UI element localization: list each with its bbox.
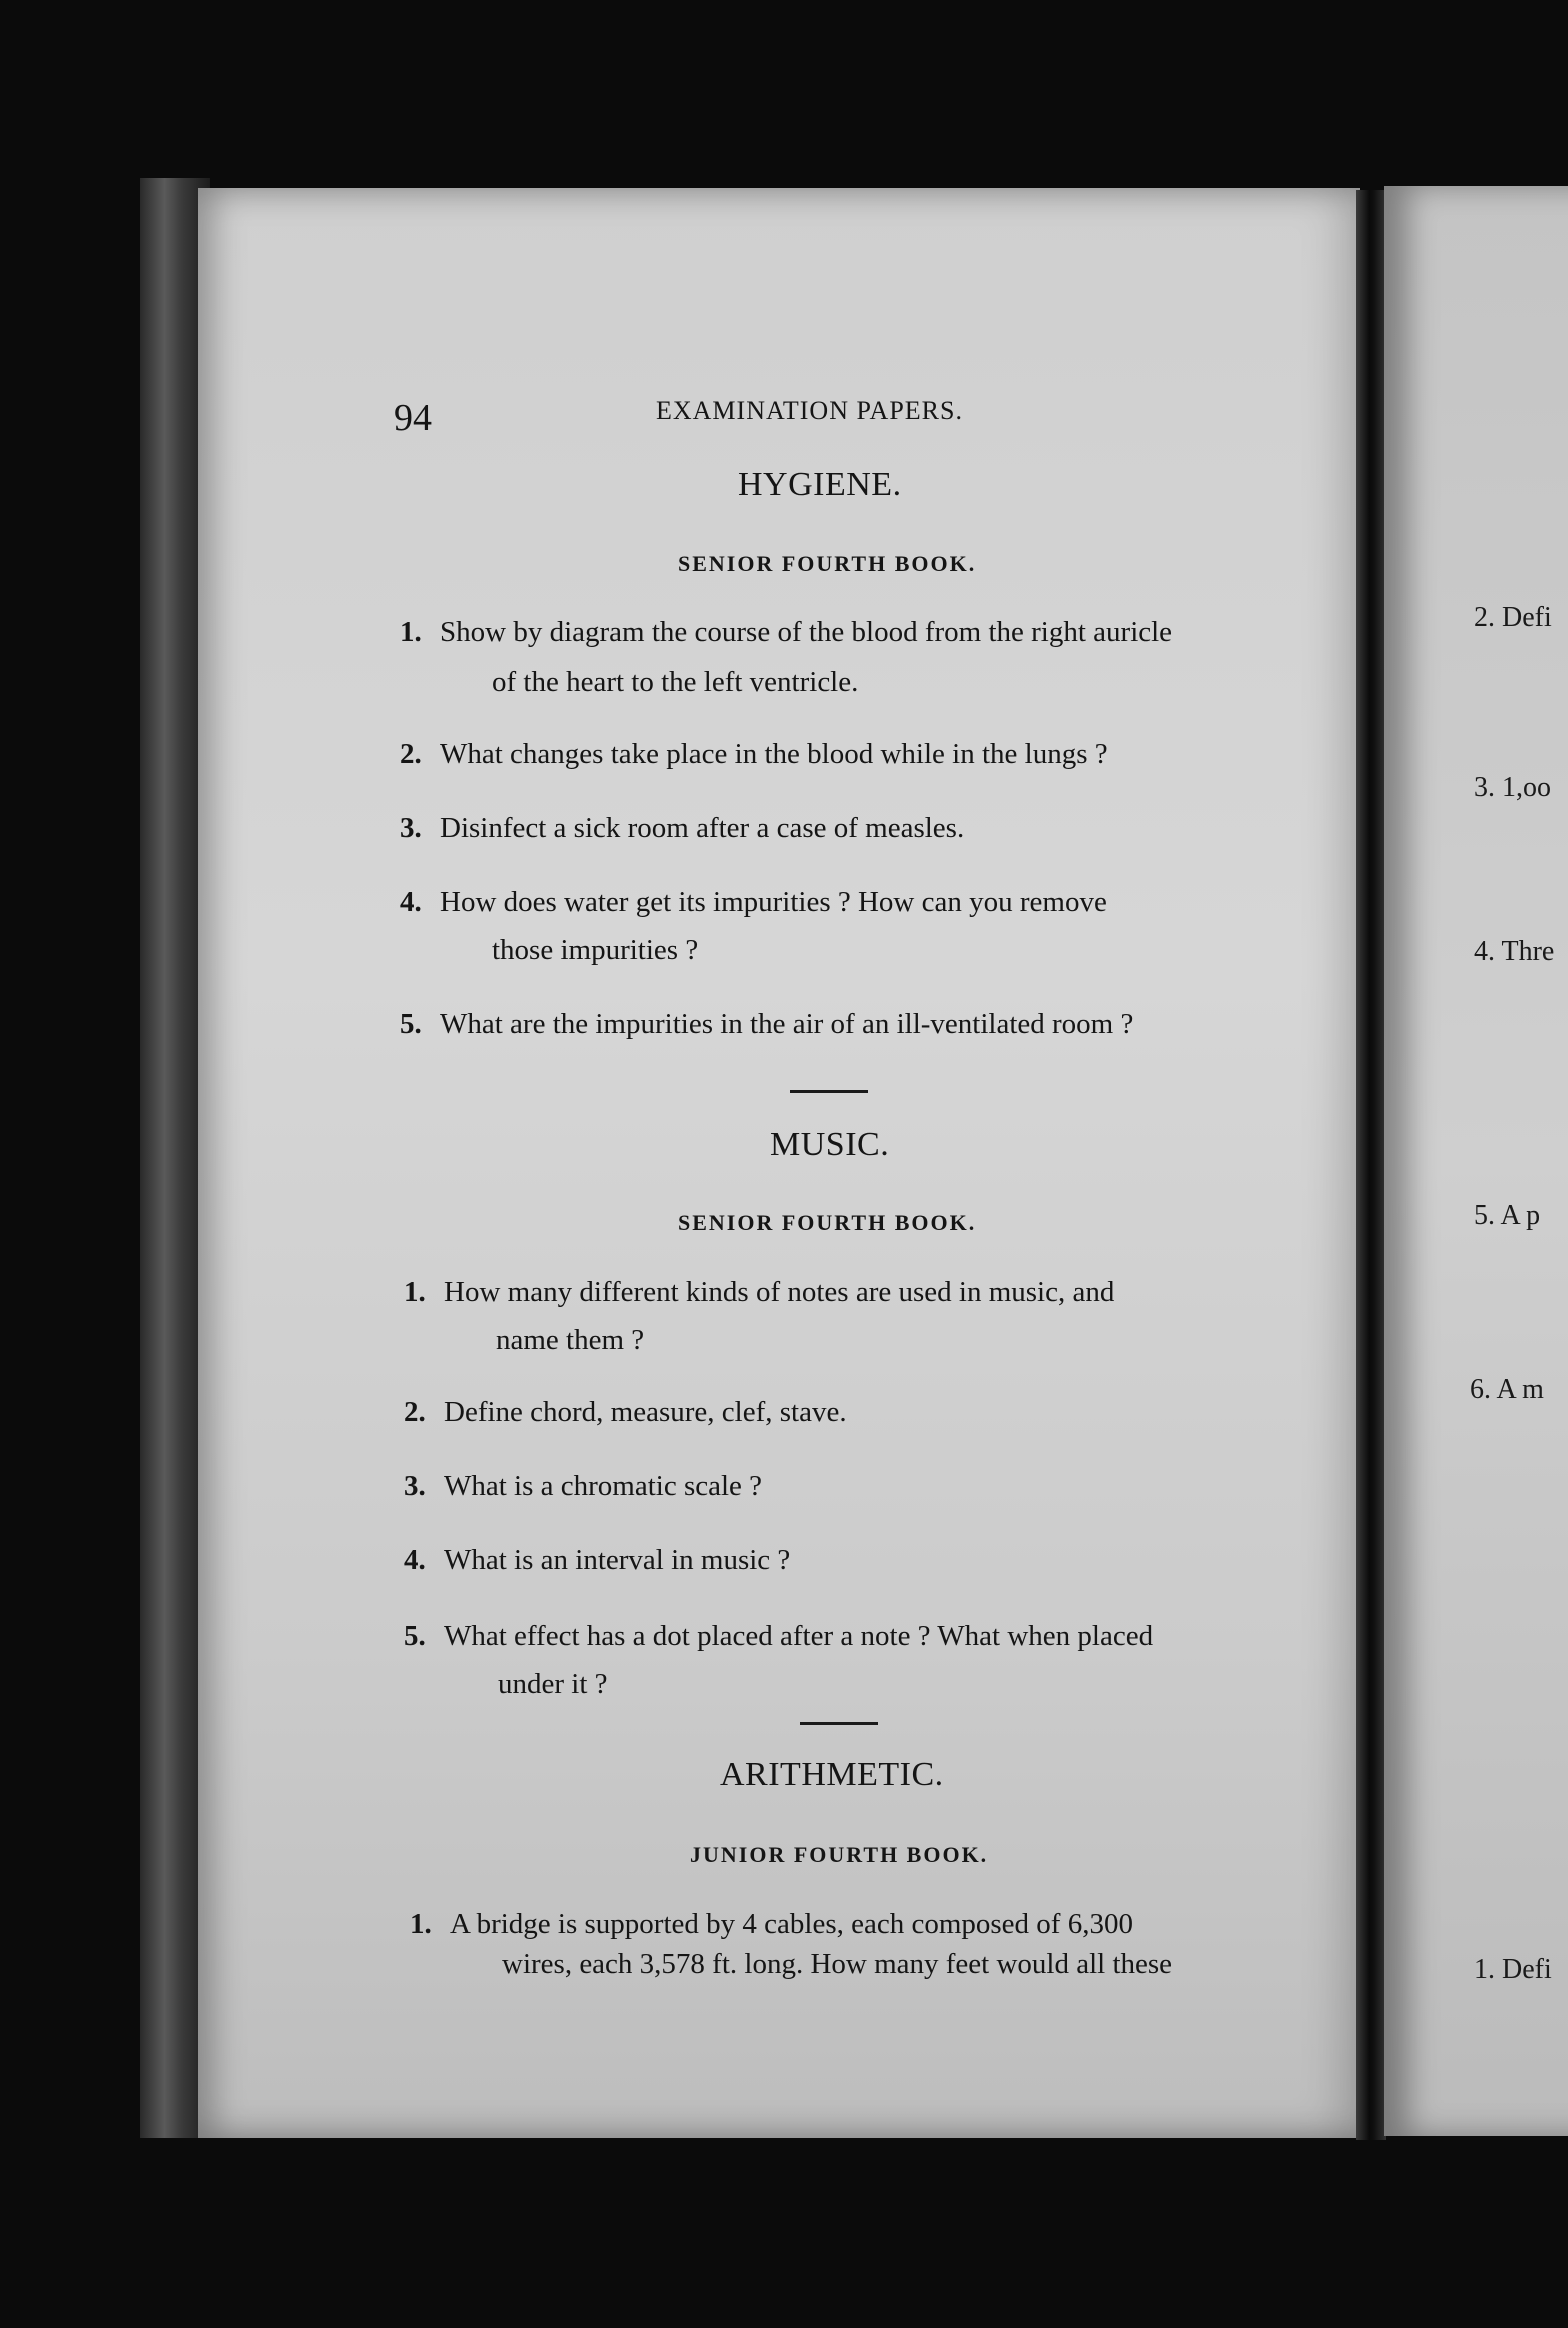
question-hygiene-4	[400, 886, 1107, 919]
question-text: What changes take place in the blood while in the lungs ?	[440, 738, 1108, 770]
question-text: What is a chromatic scale ?	[444, 1470, 763, 1502]
question-arithmetic-1	[410, 1908, 1133, 1941]
question-music-1	[404, 1276, 1114, 1309]
question-number: 1.	[400, 616, 422, 648]
question-number: 1.	[410, 1908, 432, 1940]
page-number: 94	[394, 397, 432, 439]
question-text: Define chord, measure, clef, stave.	[444, 1396, 847, 1428]
question-arithmetic-1-cont: wires, each 3,578 ft. long. How many feet would all these	[502, 1948, 1173, 1980]
question-number: 5.	[404, 1620, 426, 1652]
section-title-hygiene: HYGIENE.	[738, 466, 902, 503]
question-text: What effect has a dot placed after a note ? What when placed	[444, 1620, 1154, 1652]
question-music-5	[404, 1620, 1153, 1653]
question-number: 3.	[400, 812, 422, 844]
question-music-1-cont: name them ?	[496, 1324, 645, 1356]
question-number: 4.	[400, 886, 422, 918]
right-page	[1384, 186, 1568, 2136]
question-music-3	[404, 1470, 762, 1503]
question-hygiene-2	[400, 738, 1108, 771]
question-hygiene-1	[400, 616, 1172, 649]
question-music-5-cont: under it ?	[498, 1668, 608, 1700]
right-page-fragment: 2. Defi	[1474, 602, 1552, 633]
right-page-fragment: 1. Defi	[1474, 1954, 1552, 1985]
question-text: What is an interval in music ?	[444, 1544, 791, 1576]
right-page-fragment: 5. A p	[1474, 1200, 1541, 1231]
question-hygiene-5	[400, 1008, 1133, 1041]
question-number: 2.	[400, 738, 422, 770]
question-text: Disinfect a sick room after a case of measles.	[440, 812, 965, 844]
question-hygiene-1-cont: of the heart to the left ventricle.	[492, 666, 859, 698]
question-music-2	[404, 1396, 847, 1429]
question-number: 3.	[404, 1470, 426, 1502]
question-text: How many different kinds of notes are used in music, and	[444, 1276, 1115, 1308]
question-hygiene-4-cont: those impurities ?	[492, 934, 699, 966]
question-number: 2.	[404, 1396, 426, 1428]
subheading-music: SENIOR FOURTH BOOK.	[678, 1210, 977, 1235]
question-music-4	[404, 1544, 790, 1577]
question-text: How does water get its impurities ? How can you remove	[440, 886, 1107, 918]
running-head: EXAMINATION PAPERS.	[656, 396, 963, 425]
question-text: Show by diagram the course of the blood from the right auricle	[440, 616, 1173, 648]
question-number: 5.	[400, 1008, 422, 1040]
subheading-arithmetic: JUNIOR FOURTH BOOK.	[690, 1842, 989, 1867]
question-number: 4.	[404, 1544, 426, 1576]
subheading-hygiene: SENIOR FOURTH BOOK.	[678, 551, 977, 576]
question-hygiene-3	[400, 812, 964, 845]
book-gutter	[1356, 190, 1386, 2140]
question-text: What are the impurities in the air of an ill-ventilated room ?	[440, 1008, 1134, 1040]
right-page-fragment: 6. A m	[1470, 1374, 1544, 1405]
section-title-arithmetic: ARITHMETIC.	[720, 1756, 944, 1793]
question-text: A bridge is supported by 4 cables, each composed of 6,300	[450, 1908, 1133, 1940]
right-page-fragment: 4. Thre	[1474, 936, 1555, 967]
section-divider	[790, 1090, 868, 1093]
right-page-fragment: 3. 1,oo	[1474, 772, 1551, 803]
question-number: 1.	[404, 1276, 426, 1308]
section-title-music: MUSIC.	[770, 1126, 890, 1163]
section-divider	[800, 1722, 878, 1725]
